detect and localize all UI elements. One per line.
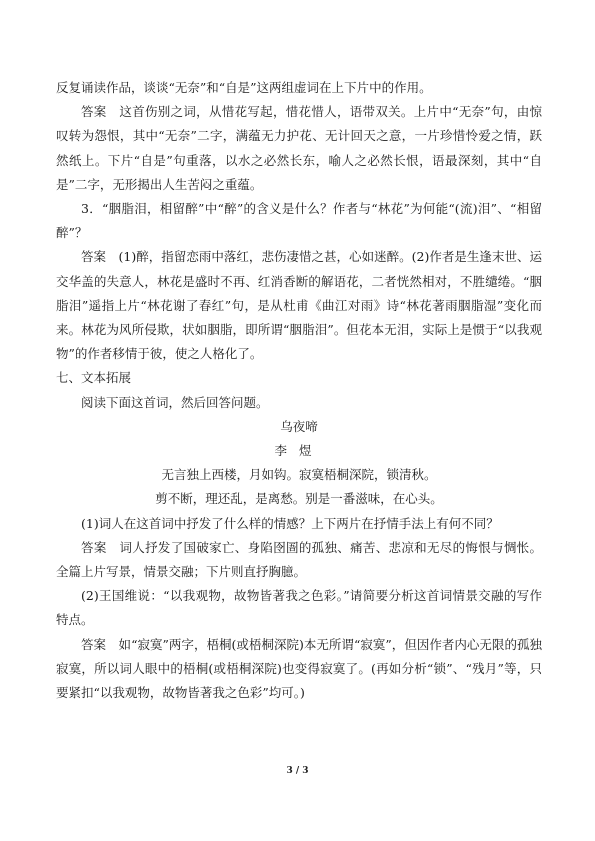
poem-author: 李煜 [274, 443, 324, 459]
document-page [56, 76, 542, 705]
answer-paragraph: 答案 (1)醉，指留恋雨中落红，悲伤凄惜之甚，心如迷醉。(2)作者是生逢末世、运交华盖的失意人，林花是盛时不再、红消香断的解语花，二者恍然相对，不胜缱绻。“胭脂泪”遥指上片“林花谢了春红”句，是从杜甫《曲江对雨》诗“林花著雨胭脂湿”变化而来。林花为风所侵欺，状如胭脂，即所谓“胭脂泪”。但花本无泪，实际上是惯于“以我观物”的作者移情于彼，使之人格化了。 [56, 249, 542, 362]
answer-paragraph: 答案 如“寂寞”两字，梧桐(或梧桐深院)本无所谓“寂寞”，但因作者内心无限的孤独寂寞，所以词人眼中的梧桐(或梧桐深院)也变得寂寞了。(再如分析“锁”、“残月”等，只要紧扣“以我观物，故物皆著我之色彩”均可。) [56, 636, 542, 701]
question-paragraph: 3．“胭脂泪，相留醉”中“醉”的含义是什么？作者与“林花”为何能“(流)泪”、“相留醉”？ [56, 201, 542, 241]
section-heading: 七、文本拓展 [56, 370, 132, 386]
question-paragraph: (2)王国维说：“以我观物，故物皆著我之色彩。”请简要分析这首词情景交融的写作特点。 [56, 588, 542, 628]
page-number: 3 / 3 [286, 766, 309, 776]
question-paragraph: (1)词人在这首词中抒发了什么样的情感？上下两片在抒情手法上有何不同？ [81, 515, 499, 531]
answer-paragraph: 答案 词人抒发了国破家亡、身陷囹圄的孤独、痛苦、悲凉和无尽的悔恨与惆怅。全篇上片写景，情景交融；下片则直抒胸臆。 [56, 539, 542, 580]
poem-line: 剪不断，理还乱，是离愁。别是一番滋味，在心头。 [155, 491, 443, 507]
intro-paragraph: 反复诵读作品，谈谈“无奈”和“自是”这两组虚词在上下片中的作用。 [56, 80, 432, 95]
answer-paragraph: 答案 这首伤别之词，从惜花写起，惜花惜人，语带双关。上片中“无奈”句，由惊叹转为怨恨，其中“无奈”二字，满蕴无力护花、无计回天之意，一片珍惜怜爱之情，跃然纸上。下片“自是”句重落，以水之必然长东，喻人之必然长恨，语最深刻，其中“自是”二字，无形揭出人生苦闷之重蕴。 [56, 104, 542, 192]
poem-title: 乌夜啼 [280, 418, 318, 434]
poem-line: 无言独上西楼，月如钩。寂寞梧桐深院，锁清秋。 [161, 467, 437, 483]
instruction-paragraph: 阅读下面这首词，然后回答问题。 [81, 394, 269, 410]
